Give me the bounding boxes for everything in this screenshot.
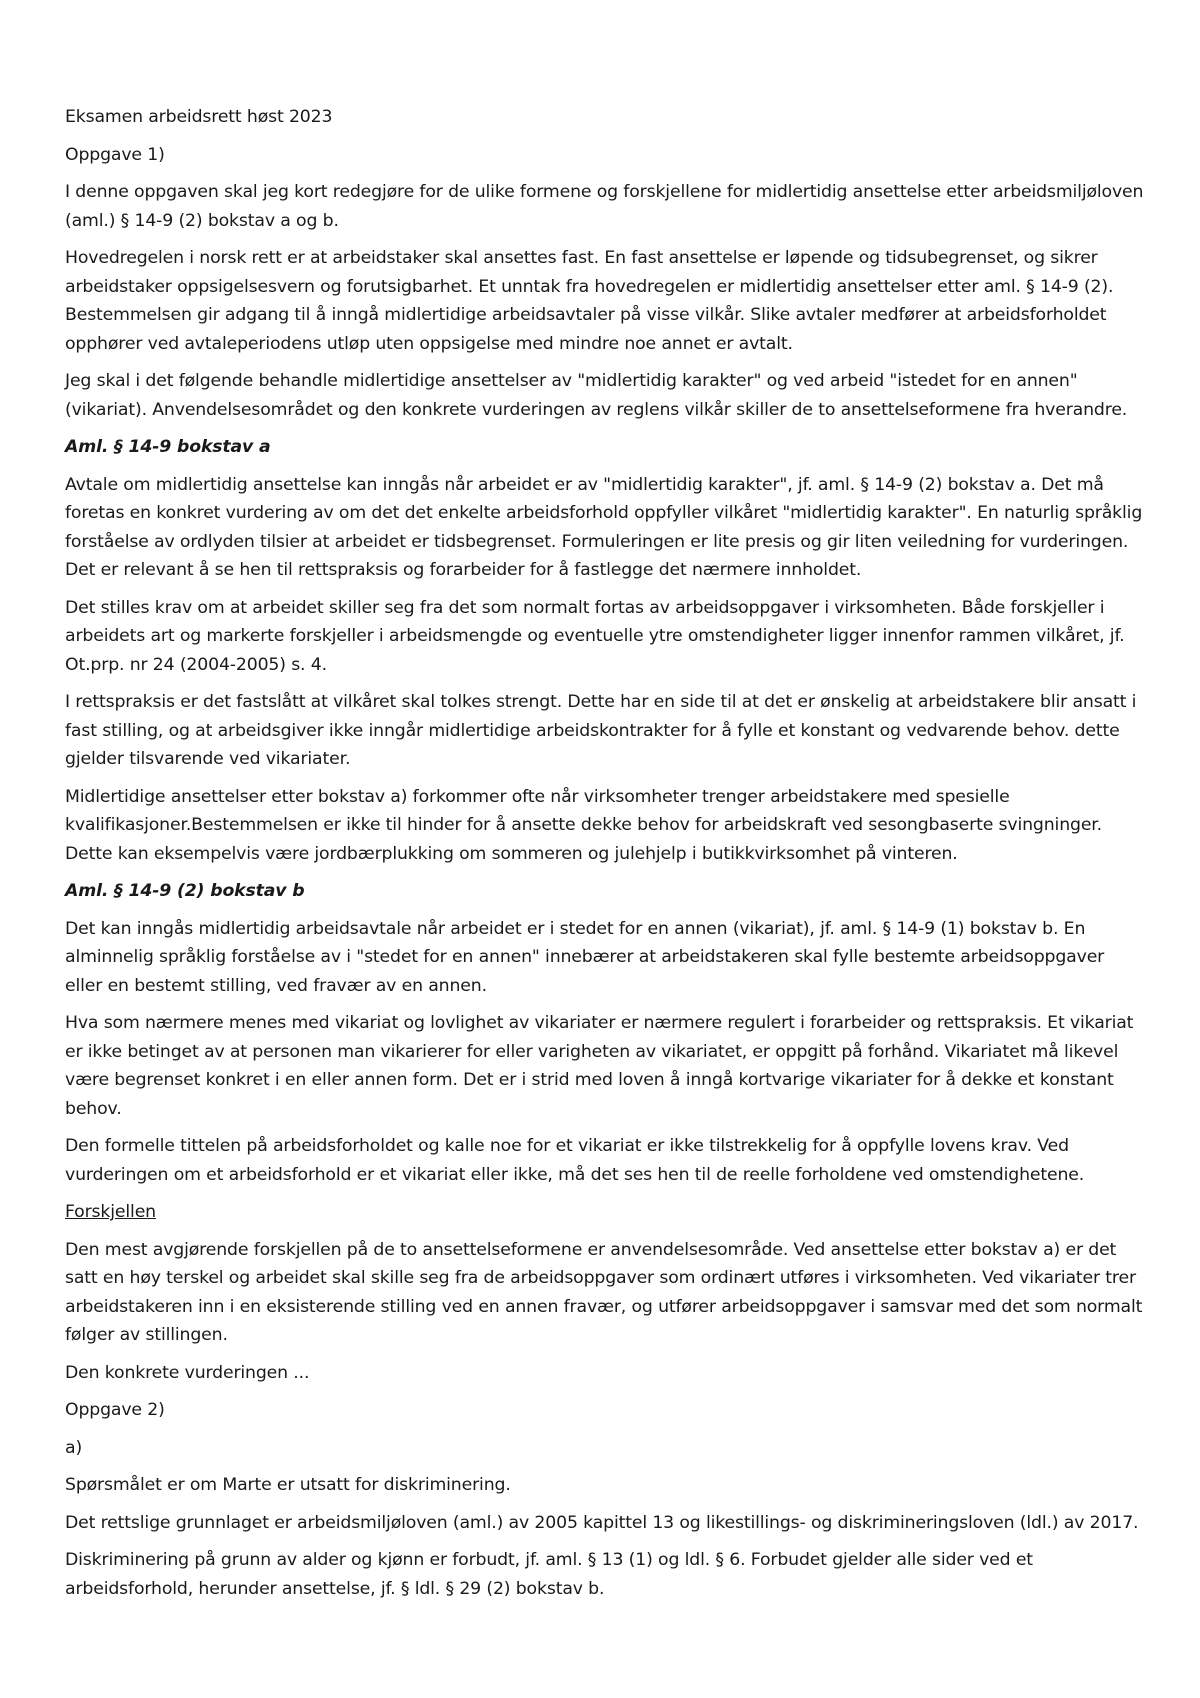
paragraph: Jeg skal i det følgende behandle midlertidige ansettelser av "midlertidig karakter" og ved arbeid "istedet for en annen" (vikariat). Anvendelsesområdet og den konkrete vurderingen av reglens vilkår skiller de to ansettelseformene fra hverandre. [65, 371, 1128, 420]
paragraph: Det kan inngås midlertidig arbeidsavtale når arbeidet er i stedet for en annen (vikariat), jf. aml. § 14-9 (1) bokstav b. En alminnelig språklig forståelse av i "stedet for en annen" innebærer at arbeidstakeren skal fylle bestemte arbeidsoppgaver eller en bestemt stilling, ved fravær av en annen. [65, 918, 1105, 996]
paragraph: Midlertidige ansettelser etter bokstav a) forkommer ofte når virksomheter trenger arbeidstakere med spesielle kvalifikasjoner.Bestemmelsen er ikke til hinder for å ansette dekke behov for arbeidskraft ved sesongbaserte svingninger. Dette kan eksempelvis være jordbærplukking om sommeren og julehjelp i butikkvirksomhet på vinteren. [65, 786, 1103, 864]
paragraph: Oppgave 1) [65, 144, 165, 165]
paragraph: Oppgave 2) [65, 1400, 165, 1420]
paragraph: Det rettslige grunnlaget er arbeidsmiljøloven (aml.) av 2005 kapittel 13 og likestillings- og diskrimineringsloven (ldl.) av 2017. [65, 1512, 1139, 1533]
paragraph: I denne oppgaven skal jeg kort redegjøre for de ulike formene og forskjellene for midlertidig ansettelse etter arbeidsmiljøloven (aml.) § 14-9 (2) bokstav a og b. [65, 182, 1144, 231]
paragraph: Den formelle tittelen på arbeidsforholdet og kalle noe for et vikariat er ikke tilstrekkelig for å oppfylle lovens krav. Ved vurderingen om et arbeidsforhold er et vikariat eller ikke, må det ses hen til de reelle forholdene ved omstendighetene. [65, 1136, 1085, 1185]
paragraph: Det stilles krav om at arbeidet skiller seg fra det som normalt fortas av arbeidsoppgaver i virksomheten. Både forskjeller i arbeidets art og markerte forskjeller i arbeidsmengde og eventuelle ytre omstendigheter ligger innenfor rammen vilkåret, jf. Ot.prp. nr 24 (2004-2005) s. 4. [65, 597, 1125, 675]
paragraph: Hva som nærmere menes med vikariat og lovlighet av vikariater er nærmere regulert i forarbeider og rettspraksis. Et vikariat er ikke betinget av at personen man vikarierer for eller varigheten av vikariatet, er oppgitt på forhånd. Vikariatet må likevel være begrenset konkret i en eller annen form. Det er i strid med loven å inngå kortvarige vikariater for å dekke et konstant behov. [65, 1013, 1134, 1119]
document-title: Eksamen arbeidsrett høst 2023 [65, 107, 333, 127]
paragraph: Spørsmålet er om Marte er utsatt for diskriminering. [65, 1475, 511, 1495]
paragraph: Den konkrete vurderingen ... [65, 1362, 310, 1383]
section-subheading [65, 1198, 1145, 1227]
paragraph: a) [65, 1437, 83, 1458]
paragraph: Den mest avgjørende forskjellen på de to ansettelseformene er anvendelsesområde. Ved ansettelse etter bokstav a) er det satt en høy terskel og arbeidet skal skille seg fra de arbeidsoppgaver som ordinært utføres i virksomheten. Ved vikariater trer arbeidstakeren inn i en eksisterende stilling ved en annen fravær, og utfører arbeidsoppgaver i samsvar med det som normalt følger av stillingen. [65, 1239, 1143, 1345]
section-heading: Aml. § 14-9 bokstav a [65, 437, 271, 457]
section-heading: Aml. § 14-9 (2) bokstav b [65, 881, 305, 901]
document-page [65, 103, 1145, 1612]
paragraph: I rettspraksis er det fastslått at vilkåret skal tolkes strengt. Dette har en side til at det er ønskelig at arbeidstakere blir ansatt i fast stilling, og at arbeidsgiver ikke inngår midlertidige arbeidskontrakter for å fylle et konstant og vedvarende behov. dette gjelder tilsvarende ved vikariater. [65, 692, 1137, 769]
paragraph: Hovedregelen i norsk rett er at arbeidstaker skal ansettes fast. En fast ansettelse er løpende og tidsubegrenset, og sikrer arbeidstaker oppsigelsesvern og forutsigbarhet. Et unntak fra hovedregelen er midlertidig ansettelser etter aml. § 14-9 (2). Bestemmelsen gir adgang til å inngå midlertidige arbeidsavtaler på visse vilkår. Slike avtaler medfører at arbeidsforholdet opphører ved avtaleperiodens utløp uten oppsigelse med mindre noe annet er avtalt. [65, 248, 1114, 354]
underlined-heading-text: Forskjellen [65, 1202, 156, 1222]
paragraph: Avtale om midlertidig ansettelse kan inngås når arbeidet er av "midlertidig karakter", jf. aml. § 14-9 (2) bokstav a. Det må foretas en konkret vurdering av om det det enkelte arbeidsforhold oppfyller vilkåret "midlertidig karakter". En naturlig språklig forståelse av ordlyden tilsier at arbeidet er tidsbegrenset. Formuleringen er lite presis og gir liten veiledning for vurderingen. Det er relevant å se hen til rettspraksis og forarbeider for å fastlegge det nærmere innholdet. [65, 474, 1143, 580]
document-body [65, 141, 1145, 1604]
paragraph: Diskriminering på grunn av alder og kjønn er forbudt, jf. aml. § 13 (1) og ldl. § 6. Forbudet gjelder alle sider ved et arbeidsforhold, herunder ansettelse, jf. § ldl. § 29 (2) bokstav b. [65, 1550, 1033, 1599]
